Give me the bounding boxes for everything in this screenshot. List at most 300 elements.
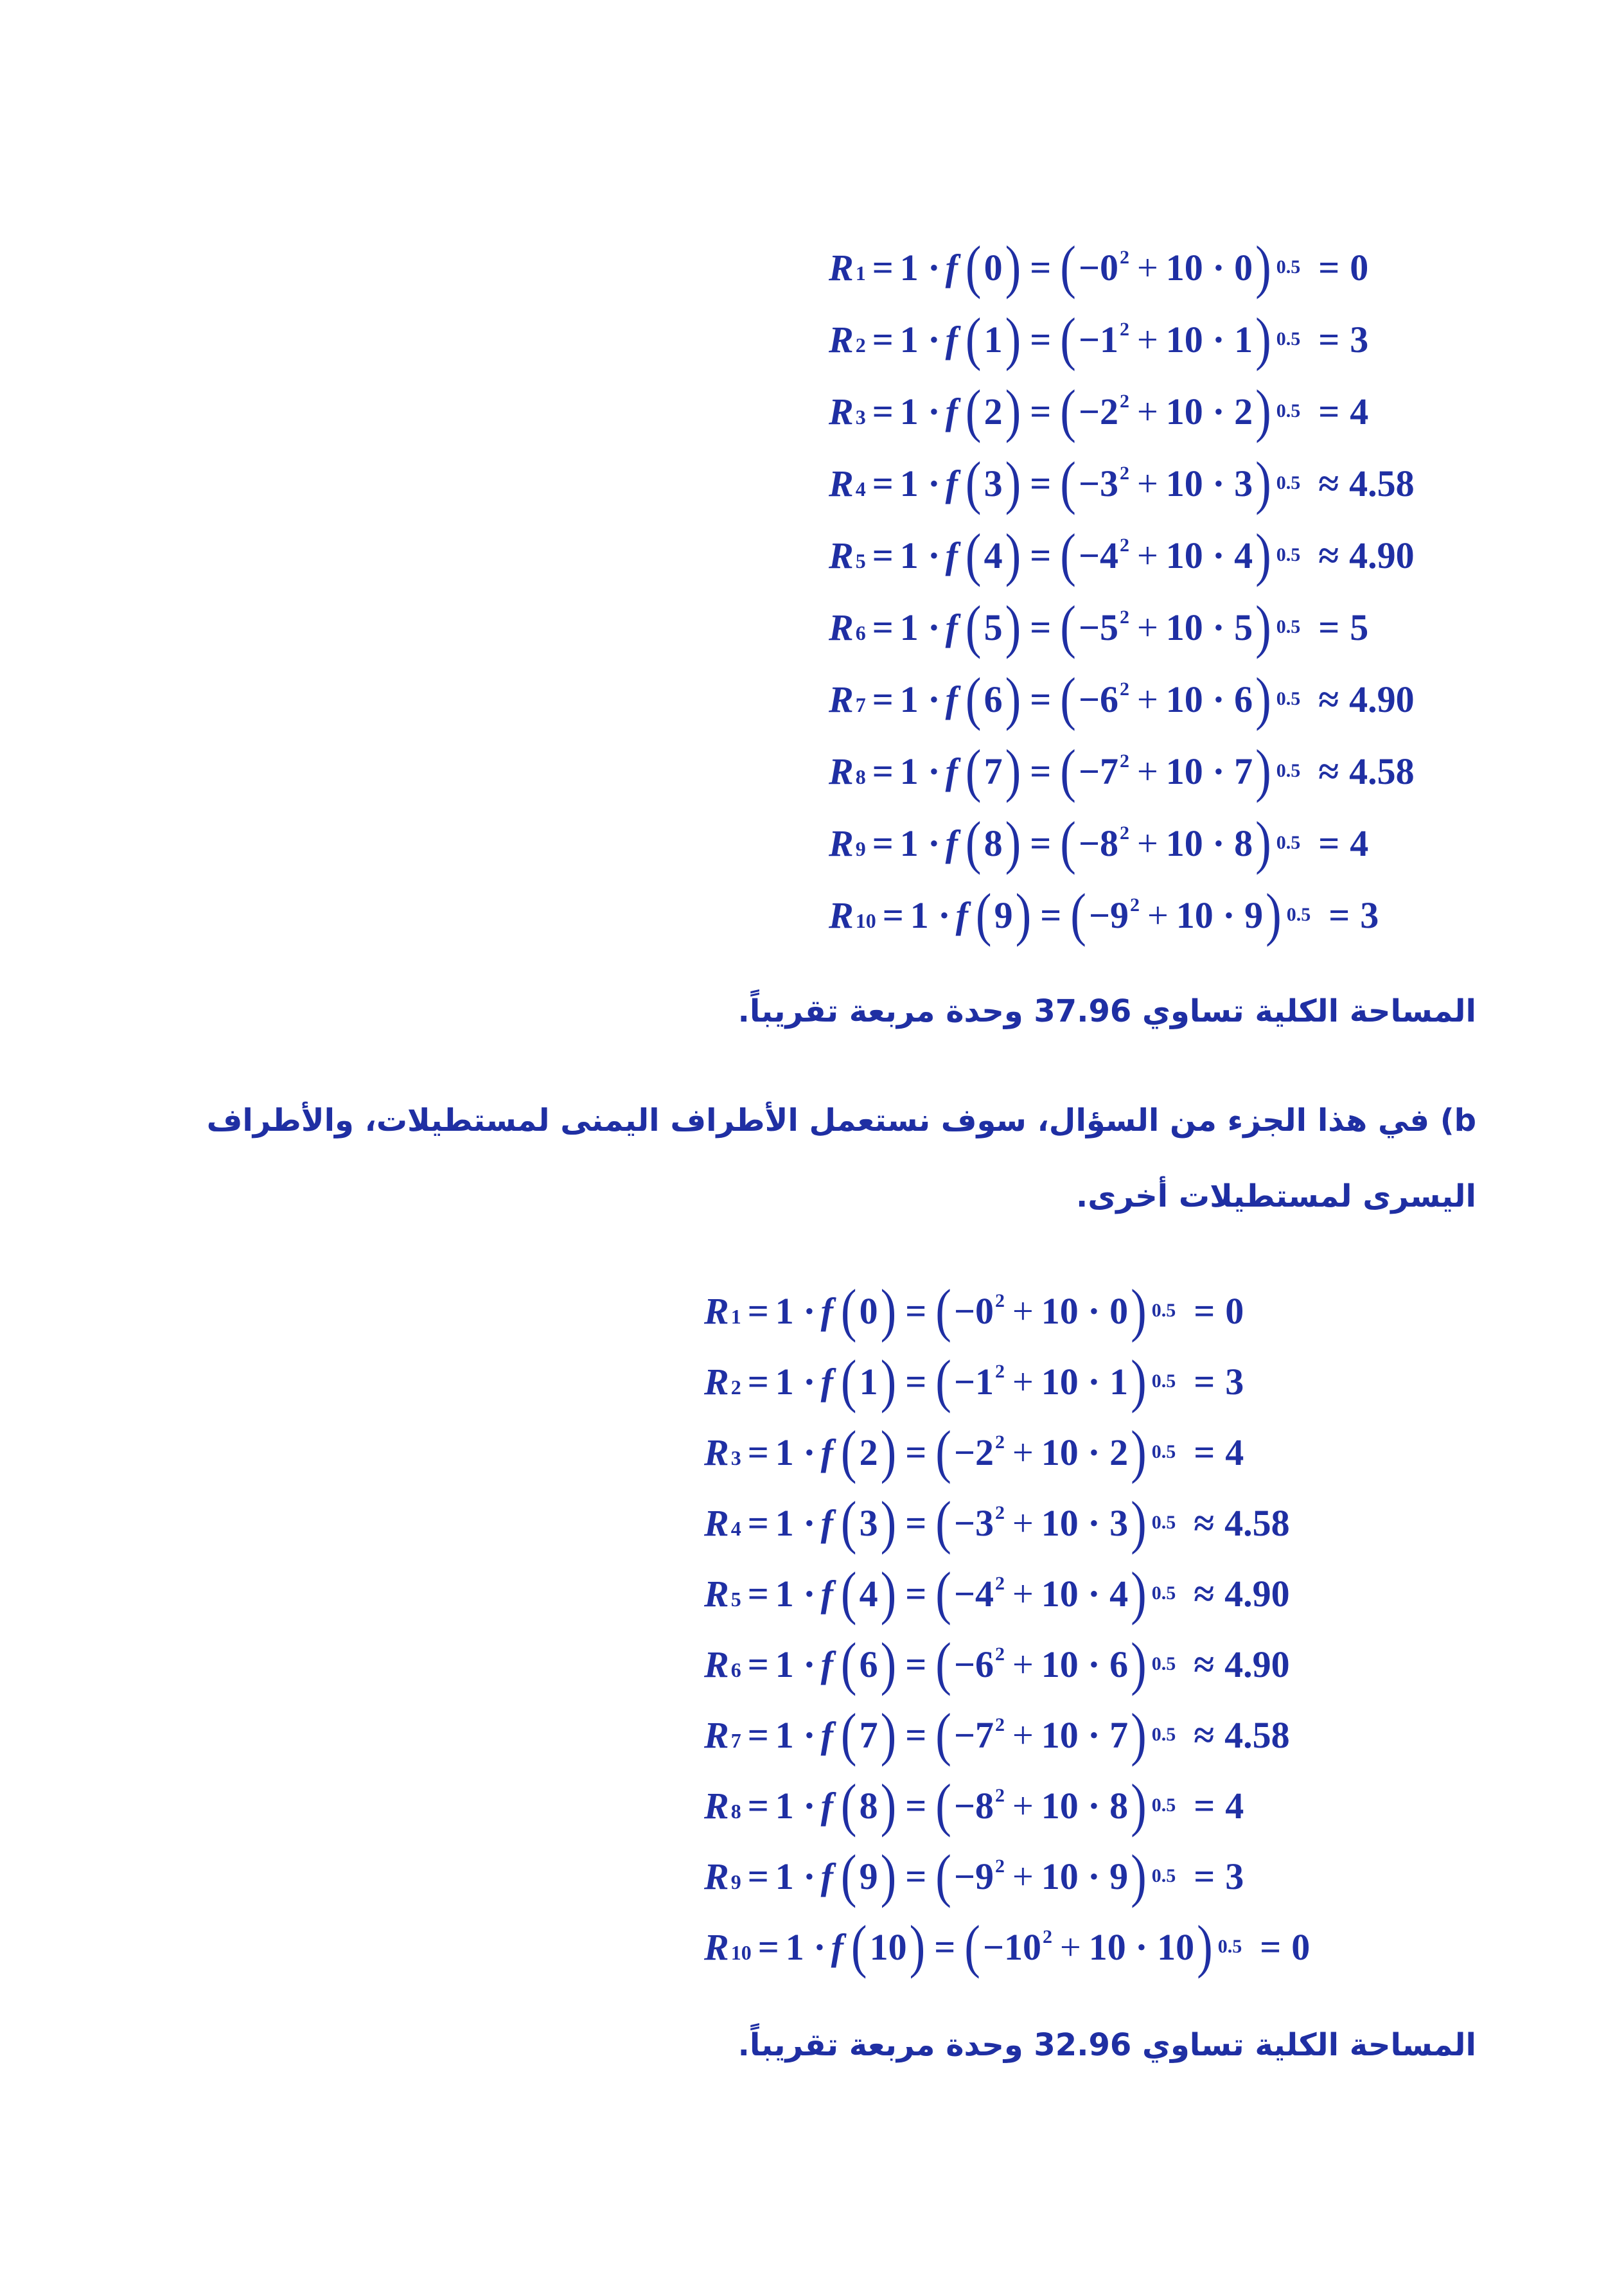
linear-term: 10 · 7	[1165, 750, 1253, 792]
rectangle-value: 4	[1350, 822, 1369, 864]
width-factor: 1 ·	[785, 1926, 826, 1968]
plus-sign: +	[1012, 1643, 1034, 1685]
rectangle-symbol: R	[829, 606, 854, 648]
open-paren: (	[965, 594, 982, 660]
open-paren: (	[851, 1913, 867, 1980]
power-exponent: 0.5	[1276, 472, 1301, 493]
rectangle-index: 10	[855, 908, 876, 932]
equals-sign: =	[1030, 750, 1052, 792]
squared-term	[954, 1289, 1005, 1333]
square-base: 0	[975, 1289, 994, 1332]
equals-sign: =	[747, 1431, 769, 1473]
plus-sign: +	[1137, 462, 1158, 504]
square-exponent: 2	[995, 1714, 1005, 1735]
close-paren: )	[1005, 306, 1021, 372]
relation-sign: =	[1318, 318, 1340, 360]
power-exponent: 0.5	[1276, 760, 1301, 781]
minus-sign: −	[1078, 246, 1100, 288]
width-factor: 1 ·	[910, 894, 951, 936]
linear-term: 10 · 0	[1165, 246, 1253, 288]
power-exponent: 0.5	[1276, 832, 1301, 853]
open-paren: (	[1060, 666, 1076, 732]
squared-term	[1079, 750, 1129, 793]
open-paren: (	[965, 666, 982, 732]
open-paren: (	[935, 1277, 951, 1343]
equals-sign: =	[747, 1289, 769, 1332]
minus-sign: −	[1078, 678, 1100, 720]
power-exponent: 0.5	[1276, 256, 1301, 278]
equals-sign: =	[747, 1360, 769, 1403]
open-paren: (	[1060, 594, 1076, 660]
rectangle-index: 4	[855, 477, 866, 501]
equals-sign: =	[872, 822, 894, 864]
power-exponent: 0.5	[1276, 328, 1301, 350]
equals-sign: =	[757, 1926, 779, 1968]
width-factor: 1 ·	[899, 606, 940, 648]
close-paren: )	[1131, 1701, 1147, 1768]
relation-sign: =	[1318, 390, 1340, 432]
square-base: 8	[1100, 822, 1119, 864]
plus-sign: +	[1147, 894, 1169, 936]
function-argument: 10	[869, 1926, 907, 1968]
function-argument: 0	[984, 246, 1003, 288]
square-exponent: 2	[995, 1573, 1005, 1594]
equation-row	[704, 1770, 1310, 1841]
square-base: 2	[1100, 390, 1119, 432]
equals-sign: =	[905, 1572, 927, 1615]
squared-term	[1079, 390, 1129, 433]
function-symbol: f	[820, 1643, 833, 1685]
equals-sign: =	[1030, 390, 1052, 432]
rectangle-symbol: R	[704, 1572, 729, 1615]
rectangle-label	[829, 894, 876, 937]
rectangle-symbol: R	[704, 1643, 729, 1685]
function-argument: 2	[984, 390, 1003, 432]
linear-term: 10 · 2	[1165, 390, 1253, 432]
close-paren: )	[1266, 882, 1282, 948]
minus-sign: −	[953, 1572, 976, 1615]
power-exponent: 0.5	[1276, 616, 1301, 637]
rectangle-value: 3	[1360, 894, 1379, 936]
square-exponent: 2	[1130, 894, 1140, 916]
square-exponent: 2	[1120, 247, 1130, 268]
linear-term: 10 · 2	[1041, 1431, 1129, 1473]
rectangle-index: 8	[730, 1799, 741, 1823]
equals-sign: =	[1030, 678, 1052, 720]
square-base: 9	[1110, 894, 1129, 936]
rectangle-index: 9	[855, 837, 866, 860]
minus-sign: −	[953, 1360, 976, 1403]
plus-sign: +	[1137, 678, 1158, 720]
function-argument: 4	[859, 1572, 878, 1615]
open-paren: (	[840, 1419, 857, 1485]
rectangle-label	[829, 246, 866, 289]
open-paren: (	[1060, 234, 1076, 300]
rectangle-value: 4.90	[1349, 534, 1415, 576]
power-exponent: 0.5	[1151, 1653, 1176, 1674]
rectangle-index: 4	[730, 1516, 741, 1540]
rectangle-value: 4	[1225, 1431, 1244, 1473]
close-paren: )	[880, 1843, 897, 1909]
squared-term	[1079, 318, 1129, 361]
rectangle-value: 4.58	[1224, 1502, 1290, 1544]
square-exponent: 2	[1120, 607, 1130, 628]
open-paren: (	[975, 882, 992, 948]
width-factor: 1 ·	[899, 822, 940, 864]
square-base: 7	[1100, 750, 1119, 792]
open-paren: (	[1060, 378, 1076, 444]
equation-row	[829, 303, 1415, 375]
close-paren: )	[1005, 522, 1021, 588]
rectangle-symbol: R	[704, 1289, 729, 1332]
open-paren: (	[935, 1701, 951, 1768]
equation-row	[829, 519, 1415, 591]
rectangle-label	[704, 1502, 741, 1545]
linear-term: 10 · 3	[1165, 462, 1253, 504]
function-argument: 2	[859, 1431, 878, 1473]
squared-term	[1079, 678, 1129, 721]
equals-sign: =	[872, 318, 894, 360]
rectangle-label	[829, 534, 866, 577]
close-paren: )	[1255, 666, 1271, 732]
square-base: 0	[1100, 246, 1119, 288]
close-paren: )	[1255, 594, 1271, 660]
rectangle-label	[704, 1784, 741, 1827]
function-argument: 6	[859, 1643, 878, 1685]
rectangle-value: 4.58	[1349, 462, 1415, 504]
rectangle-symbol: R	[829, 462, 854, 504]
plus-sign: +	[1012, 1855, 1034, 1897]
rectangle-value: 4	[1350, 390, 1369, 432]
close-paren: )	[880, 1772, 897, 1838]
minus-sign: −	[953, 1431, 976, 1473]
linear-term: 10 · 6	[1165, 678, 1253, 720]
relation-sign: =	[1260, 1926, 1282, 1968]
square-base: 3	[975, 1502, 994, 1544]
rectangle-symbol: R	[704, 1431, 729, 1473]
rectangle-symbol: R	[829, 894, 854, 936]
minus-sign: −	[953, 1855, 976, 1897]
width-factor: 1 ·	[775, 1855, 816, 1897]
close-paren: )	[1131, 1277, 1147, 1343]
open-paren: (	[840, 1348, 857, 1414]
rectangle-label	[829, 390, 866, 433]
square-base: 8	[975, 1784, 994, 1827]
minus-sign: −	[953, 1784, 976, 1827]
minus-sign: −	[1078, 390, 1100, 432]
rectangle-index: 5	[730, 1587, 741, 1611]
open-paren: (	[840, 1277, 857, 1343]
relation-sign: ≈	[1318, 534, 1339, 576]
linear-term: 10 · 8	[1041, 1784, 1129, 1827]
equals-sign: =	[882, 894, 904, 936]
close-paren: )	[1255, 810, 1271, 876]
plus-sign: +	[1012, 1784, 1034, 1827]
relation-sign: =	[1194, 1784, 1215, 1827]
equals-sign: =	[747, 1784, 769, 1827]
rectangle-label	[829, 606, 866, 649]
close-paren: )	[880, 1560, 897, 1626]
square-base: 6	[1100, 678, 1119, 720]
square-exponent: 2	[995, 1290, 1005, 1311]
relation-sign: ≈	[1194, 1643, 1215, 1685]
equation-row	[704, 1558, 1310, 1629]
equals-sign: =	[1030, 462, 1052, 504]
power-exponent: 0.5	[1151, 1865, 1176, 1886]
minus-sign: −	[953, 1643, 976, 1685]
open-paren: (	[1070, 882, 1086, 948]
equals-sign: =	[872, 462, 894, 504]
equals-sign: =	[1040, 894, 1062, 936]
linear-term: 10 · 7	[1041, 1714, 1129, 1756]
close-paren: )	[1255, 306, 1271, 372]
equation-row	[704, 1417, 1310, 1487]
linear-term: 10 · 0	[1041, 1289, 1129, 1332]
minus-sign: −	[1078, 318, 1100, 360]
function-symbol: f	[955, 894, 968, 936]
function-argument: 9	[859, 1855, 878, 1897]
relation-sign: ≈	[1194, 1502, 1215, 1544]
width-factor: 1 ·	[899, 750, 940, 792]
function-symbol: f	[945, 822, 958, 864]
function-argument: 4	[984, 534, 1003, 576]
function-symbol: f	[820, 1360, 833, 1403]
square-base: 10	[1004, 1926, 1042, 1968]
close-paren: )	[1131, 1419, 1147, 1485]
close-paren: )	[1255, 234, 1271, 300]
open-paren: (	[964, 1913, 980, 1980]
square-base: 1	[1100, 318, 1119, 360]
rectangle-label	[829, 678, 866, 721]
squared-term	[1079, 246, 1129, 289]
width-factor: 1 ·	[775, 1714, 816, 1756]
open-paren: (	[965, 522, 982, 588]
square-base: 1	[975, 1360, 994, 1403]
equals-sign: =	[747, 1714, 769, 1756]
equals-sign: =	[905, 1502, 927, 1544]
equals-sign: =	[905, 1360, 927, 1403]
close-paren: )	[1005, 378, 1021, 444]
minus-sign: −	[1078, 822, 1100, 864]
power-exponent: 0.5	[1151, 1582, 1176, 1604]
function-symbol: f	[945, 534, 958, 576]
relation-sign: =	[1194, 1289, 1215, 1332]
rectangle-symbol: R	[829, 246, 854, 288]
equation-row	[829, 231, 1415, 303]
function-argument: 3	[859, 1502, 878, 1544]
rectangle-label	[704, 1714, 741, 1757]
rectangle-symbol: R	[704, 1855, 729, 1897]
squared-term	[954, 1360, 1005, 1403]
function-symbol: f	[820, 1431, 833, 1473]
plus-sign: +	[1137, 534, 1158, 576]
squared-term	[1079, 462, 1129, 505]
plus-sign: +	[1137, 750, 1158, 792]
function-argument: 6	[984, 678, 1003, 720]
square-exponent: 2	[1120, 319, 1130, 340]
width-factor: 1 ·	[899, 390, 940, 432]
equation-row	[704, 1629, 1310, 1699]
squared-term	[954, 1502, 1005, 1545]
rectangle-index: 6	[855, 621, 866, 644]
function-symbol: f	[945, 678, 958, 720]
rectangle-label	[829, 750, 866, 793]
linear-term: 10 · 1	[1041, 1360, 1129, 1403]
equals-sign: =	[747, 1643, 769, 1685]
squared-term	[954, 1643, 1005, 1686]
relation-sign: ≈	[1318, 462, 1339, 504]
equals-sign: =	[872, 750, 894, 792]
linear-term: 10 · 3	[1041, 1502, 1129, 1544]
squared-term	[954, 1572, 1005, 1615]
squared-term	[954, 1714, 1005, 1757]
minus-sign: −	[1078, 750, 1100, 792]
width-factor: 1 ·	[775, 1784, 816, 1827]
open-paren: (	[1060, 450, 1076, 516]
function-symbol: f	[820, 1502, 833, 1544]
rectangle-index: 3	[855, 405, 866, 429]
power-exponent: 0.5	[1217, 1936, 1242, 1957]
open-paren: (	[1060, 522, 1076, 588]
equals-sign: =	[905, 1643, 927, 1685]
open-paren: (	[965, 306, 982, 372]
equals-sign: =	[1030, 534, 1052, 576]
function-symbol: f	[831, 1926, 843, 1968]
close-paren: )	[880, 1348, 897, 1414]
open-paren: (	[935, 1631, 951, 1697]
function-symbol: f	[945, 246, 958, 288]
equation-row	[704, 1275, 1310, 1346]
square-exponent: 2	[1120, 535, 1130, 556]
open-paren: (	[840, 1701, 857, 1768]
plus-sign: +	[1012, 1502, 1034, 1544]
square-base: 4	[975, 1572, 994, 1615]
linear-term: 10 · 9	[1041, 1855, 1129, 1897]
function-symbol: f	[945, 606, 958, 648]
close-paren: )	[880, 1701, 897, 1768]
squared-term	[983, 1926, 1052, 1969]
plus-sign: +	[1137, 246, 1158, 288]
rectangle-label	[704, 1926, 752, 1969]
function-argument: 8	[859, 1784, 878, 1827]
open-paren: (	[965, 810, 982, 876]
function-symbol: f	[945, 390, 958, 432]
rectangle-label	[704, 1360, 741, 1403]
squared-term	[954, 1784, 1005, 1827]
linear-term: 10 · 6	[1041, 1643, 1129, 1685]
close-paren: )	[1005, 738, 1021, 804]
width-factor: 1 ·	[899, 678, 940, 720]
rectangle-label	[704, 1643, 741, 1686]
rectangle-value: 3	[1350, 318, 1369, 360]
equals-sign: =	[872, 390, 894, 432]
rectangle-index: 2	[855, 333, 866, 357]
square-exponent: 2	[995, 1644, 1005, 1665]
open-paren: (	[935, 1348, 951, 1414]
relation-sign: =	[1194, 1431, 1215, 1473]
power-exponent: 0.5	[1151, 1300, 1176, 1321]
equals-sign: =	[872, 606, 894, 648]
function-argument: 7	[984, 750, 1003, 792]
equations-block-b	[704, 1275, 1310, 1982]
rectangle-symbol: R	[704, 1714, 729, 1756]
plus-sign: +	[1137, 390, 1158, 432]
linear-term: 10 · 10	[1088, 1926, 1195, 1968]
rectangle-symbol: R	[829, 678, 854, 720]
equation-row	[829, 447, 1415, 519]
minus-sign: −	[1088, 894, 1111, 936]
equals-sign: =	[1030, 246, 1052, 288]
close-paren: )	[1005, 594, 1021, 660]
equation-row	[704, 1911, 1310, 1982]
rectangle-index: 9	[730, 1870, 741, 1893]
linear-term: 10 · 4	[1165, 534, 1253, 576]
plus-sign: +	[1060, 1926, 1081, 1968]
squared-term	[1079, 534, 1129, 577]
open-paren: (	[840, 1631, 857, 1697]
rectangle-symbol: R	[704, 1360, 729, 1403]
rectangle-value: 4.90	[1224, 1572, 1290, 1615]
relation-sign: =	[1328, 894, 1350, 936]
relation-sign: =	[1194, 1360, 1215, 1403]
equals-sign: =	[872, 534, 894, 576]
rectangle-index: 3	[730, 1446, 741, 1469]
minus-sign: −	[953, 1502, 976, 1544]
open-paren: (	[935, 1772, 951, 1838]
relation-sign: =	[1194, 1855, 1215, 1897]
open-paren: (	[935, 1560, 951, 1626]
equals-sign: =	[905, 1714, 927, 1756]
square-exponent: 2	[995, 1785, 1005, 1806]
close-paren: )	[1005, 450, 1021, 516]
rectangle-label	[704, 1431, 741, 1474]
power-exponent: 0.5	[1286, 904, 1311, 925]
rectangle-value: 3	[1225, 1855, 1244, 1897]
square-base: 9	[975, 1855, 994, 1897]
squared-term	[954, 1431, 1005, 1474]
square-exponent: 2	[995, 1361, 1005, 1382]
close-paren: )	[880, 1631, 897, 1697]
square-exponent: 2	[1120, 822, 1130, 844]
rectangle-symbol: R	[829, 822, 854, 864]
square-exponent: 2	[995, 1856, 1005, 1877]
function-argument: 1	[859, 1360, 878, 1403]
function-argument: 3	[984, 462, 1003, 504]
rectangle-symbol: R	[704, 1926, 729, 1968]
close-paren: )	[1131, 1489, 1147, 1555]
close-paren: )	[880, 1419, 897, 1485]
function-symbol: f	[820, 1855, 833, 1897]
open-paren: (	[965, 378, 982, 444]
minus-sign: −	[1078, 606, 1100, 648]
width-factor: 1 ·	[899, 318, 940, 360]
close-paren: )	[1255, 738, 1271, 804]
equation-row	[829, 663, 1415, 735]
function-argument: 8	[984, 822, 1003, 864]
power-exponent: 0.5	[1151, 1512, 1176, 1533]
rectangle-value: 3	[1225, 1360, 1244, 1403]
relation-sign: =	[1318, 246, 1340, 288]
function-symbol: f	[945, 750, 958, 792]
open-paren: (	[840, 1560, 857, 1626]
rectangle-value: 0	[1291, 1926, 1311, 1968]
power-exponent: 0.5	[1276, 688, 1301, 709]
rectangle-value: 4.90	[1224, 1643, 1290, 1685]
equals-sign: =	[934, 1926, 956, 1968]
rectangle-label	[704, 1855, 741, 1898]
square-base: 6	[975, 1643, 994, 1685]
open-paren: (	[840, 1489, 857, 1555]
